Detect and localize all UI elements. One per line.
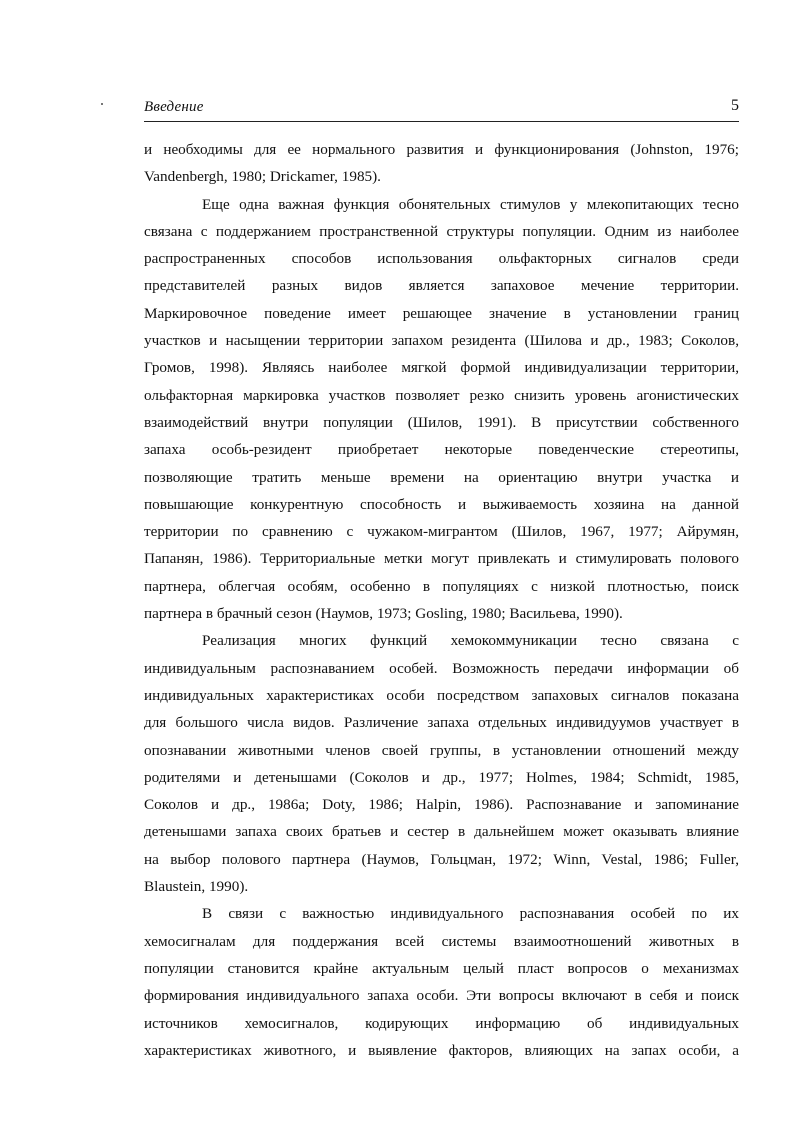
text-line: индивидуальным распознаванием особей. Возможность передачи информации об bbox=[144, 659, 739, 677]
text-line: на выбор полового партнера (Наумов, Гольцман, 1972; Winn, Vestal, 1986; Fuller, bbox=[144, 850, 739, 868]
text-line: партнера, облегчая особям, особенно в популяциях с низкой плотностью, поиск bbox=[144, 577, 739, 595]
text-line: В связи с важностью индивидуального распознавания особей по их bbox=[202, 905, 739, 923]
text-line: запаха особь-резидент приобретает некоторые поведенческие стереотипы, bbox=[144, 441, 739, 459]
text-line: связана с поддержанием пространственной структуры популяции. Одним из наиболее bbox=[144, 222, 739, 240]
section-title: Введение bbox=[144, 99, 204, 115]
page-number: 5 bbox=[731, 97, 739, 114]
text-line: Blaustein, 1990). bbox=[144, 878, 249, 896]
text-line: распространенных способов использования ольфакторных сигналов среди bbox=[144, 250, 739, 268]
text-line: формирования индивидуального запаха особи. Эти вопросы включают в себя и поиск bbox=[144, 987, 739, 1005]
text-line: ольфакторная маркировка участков позволяет резко снизить уровень агонистических bbox=[144, 386, 739, 404]
text-line: источников хемосигналов, кодирующих информацию об индивидуальных bbox=[144, 1014, 739, 1032]
text-line: Маркировочное поведение имеет решающее значение в установлении границ bbox=[144, 304, 739, 322]
text-line: опознавании животными членов своей группы, в установлении отношений между bbox=[144, 741, 739, 759]
text-line: партнера в брачный сезон (Наумов, 1973; Gosling, 1980; Васильева, 1990). bbox=[144, 605, 623, 623]
text-line: территории по сравнению с чужаком-мигрантом (Шилов, 1967, 1977; Айрумян, bbox=[144, 523, 739, 541]
text-line: для большого числа видов. Различение запаха отдельных индивидуумов участвует в bbox=[144, 714, 739, 732]
text-line: взаимодействий внутри популяции (Шилов, 1991). В присутствии собственного bbox=[144, 413, 739, 431]
text-line: Vandenbergh, 1980; Drickamer, 1985). bbox=[144, 168, 381, 186]
scan-speck bbox=[101, 103, 103, 105]
text-line: хемосигналам для поддержания всей системы взаимоотношений животных в bbox=[144, 932, 739, 950]
text-line: Еще одна важная функция обонятельных стимулов у млекопитающих тесно bbox=[202, 195, 739, 213]
text-line: и необходимы для ее нормального развития и функционирования (Johnston, 1976; bbox=[144, 141, 739, 158]
text-line: индивидуальных характеристиках особи посредством запаховых сигналов показана bbox=[144, 686, 739, 704]
text-line: участков и насыщении территории запахом резидента (Шилова и др., 1983; Соколов, bbox=[144, 332, 739, 350]
running-header bbox=[144, 99, 739, 121]
text-line: представителей разных видов является запаховое мечение территории. bbox=[144, 277, 739, 295]
text-line: детенышами запаха своих братьев и сестер в дальнейшем может оказывать влияние bbox=[144, 823, 739, 841]
text-line: популяции становится крайне актуальным целый пласт вопросов о механизмах bbox=[144, 959, 739, 977]
text-line: Реализация многих функций хемокоммуникации тесно связана с bbox=[202, 632, 739, 650]
header-rule bbox=[144, 121, 739, 122]
text-line: Папанян, 1986). Территориальные метки могут привлекать и стимулировать полового bbox=[144, 550, 739, 568]
text-line: Громов, 1998). Являясь наиболее мягкой формой индивидуализации территории, bbox=[144, 359, 739, 377]
body-text bbox=[144, 136, 739, 1064]
text-line: родителями и детенышами (Соколов и др., 1977; Holmes, 1984; Schmidt, 1985, bbox=[144, 768, 739, 786]
text-line: позволяющие тратить меньше времени на ориентацию внутри участка и bbox=[144, 468, 739, 486]
text-line: повышающие конкурентную способность и выживаемость хозяина на данной bbox=[144, 495, 739, 513]
text-line: Соколов и др., 1986а; Doty, 1986; Halpin, 1986). Распознавание и запоминание bbox=[144, 796, 739, 814]
text-line: характеристиках животного, и выявление факторов, влияющих на запах особи, а bbox=[144, 1041, 739, 1059]
